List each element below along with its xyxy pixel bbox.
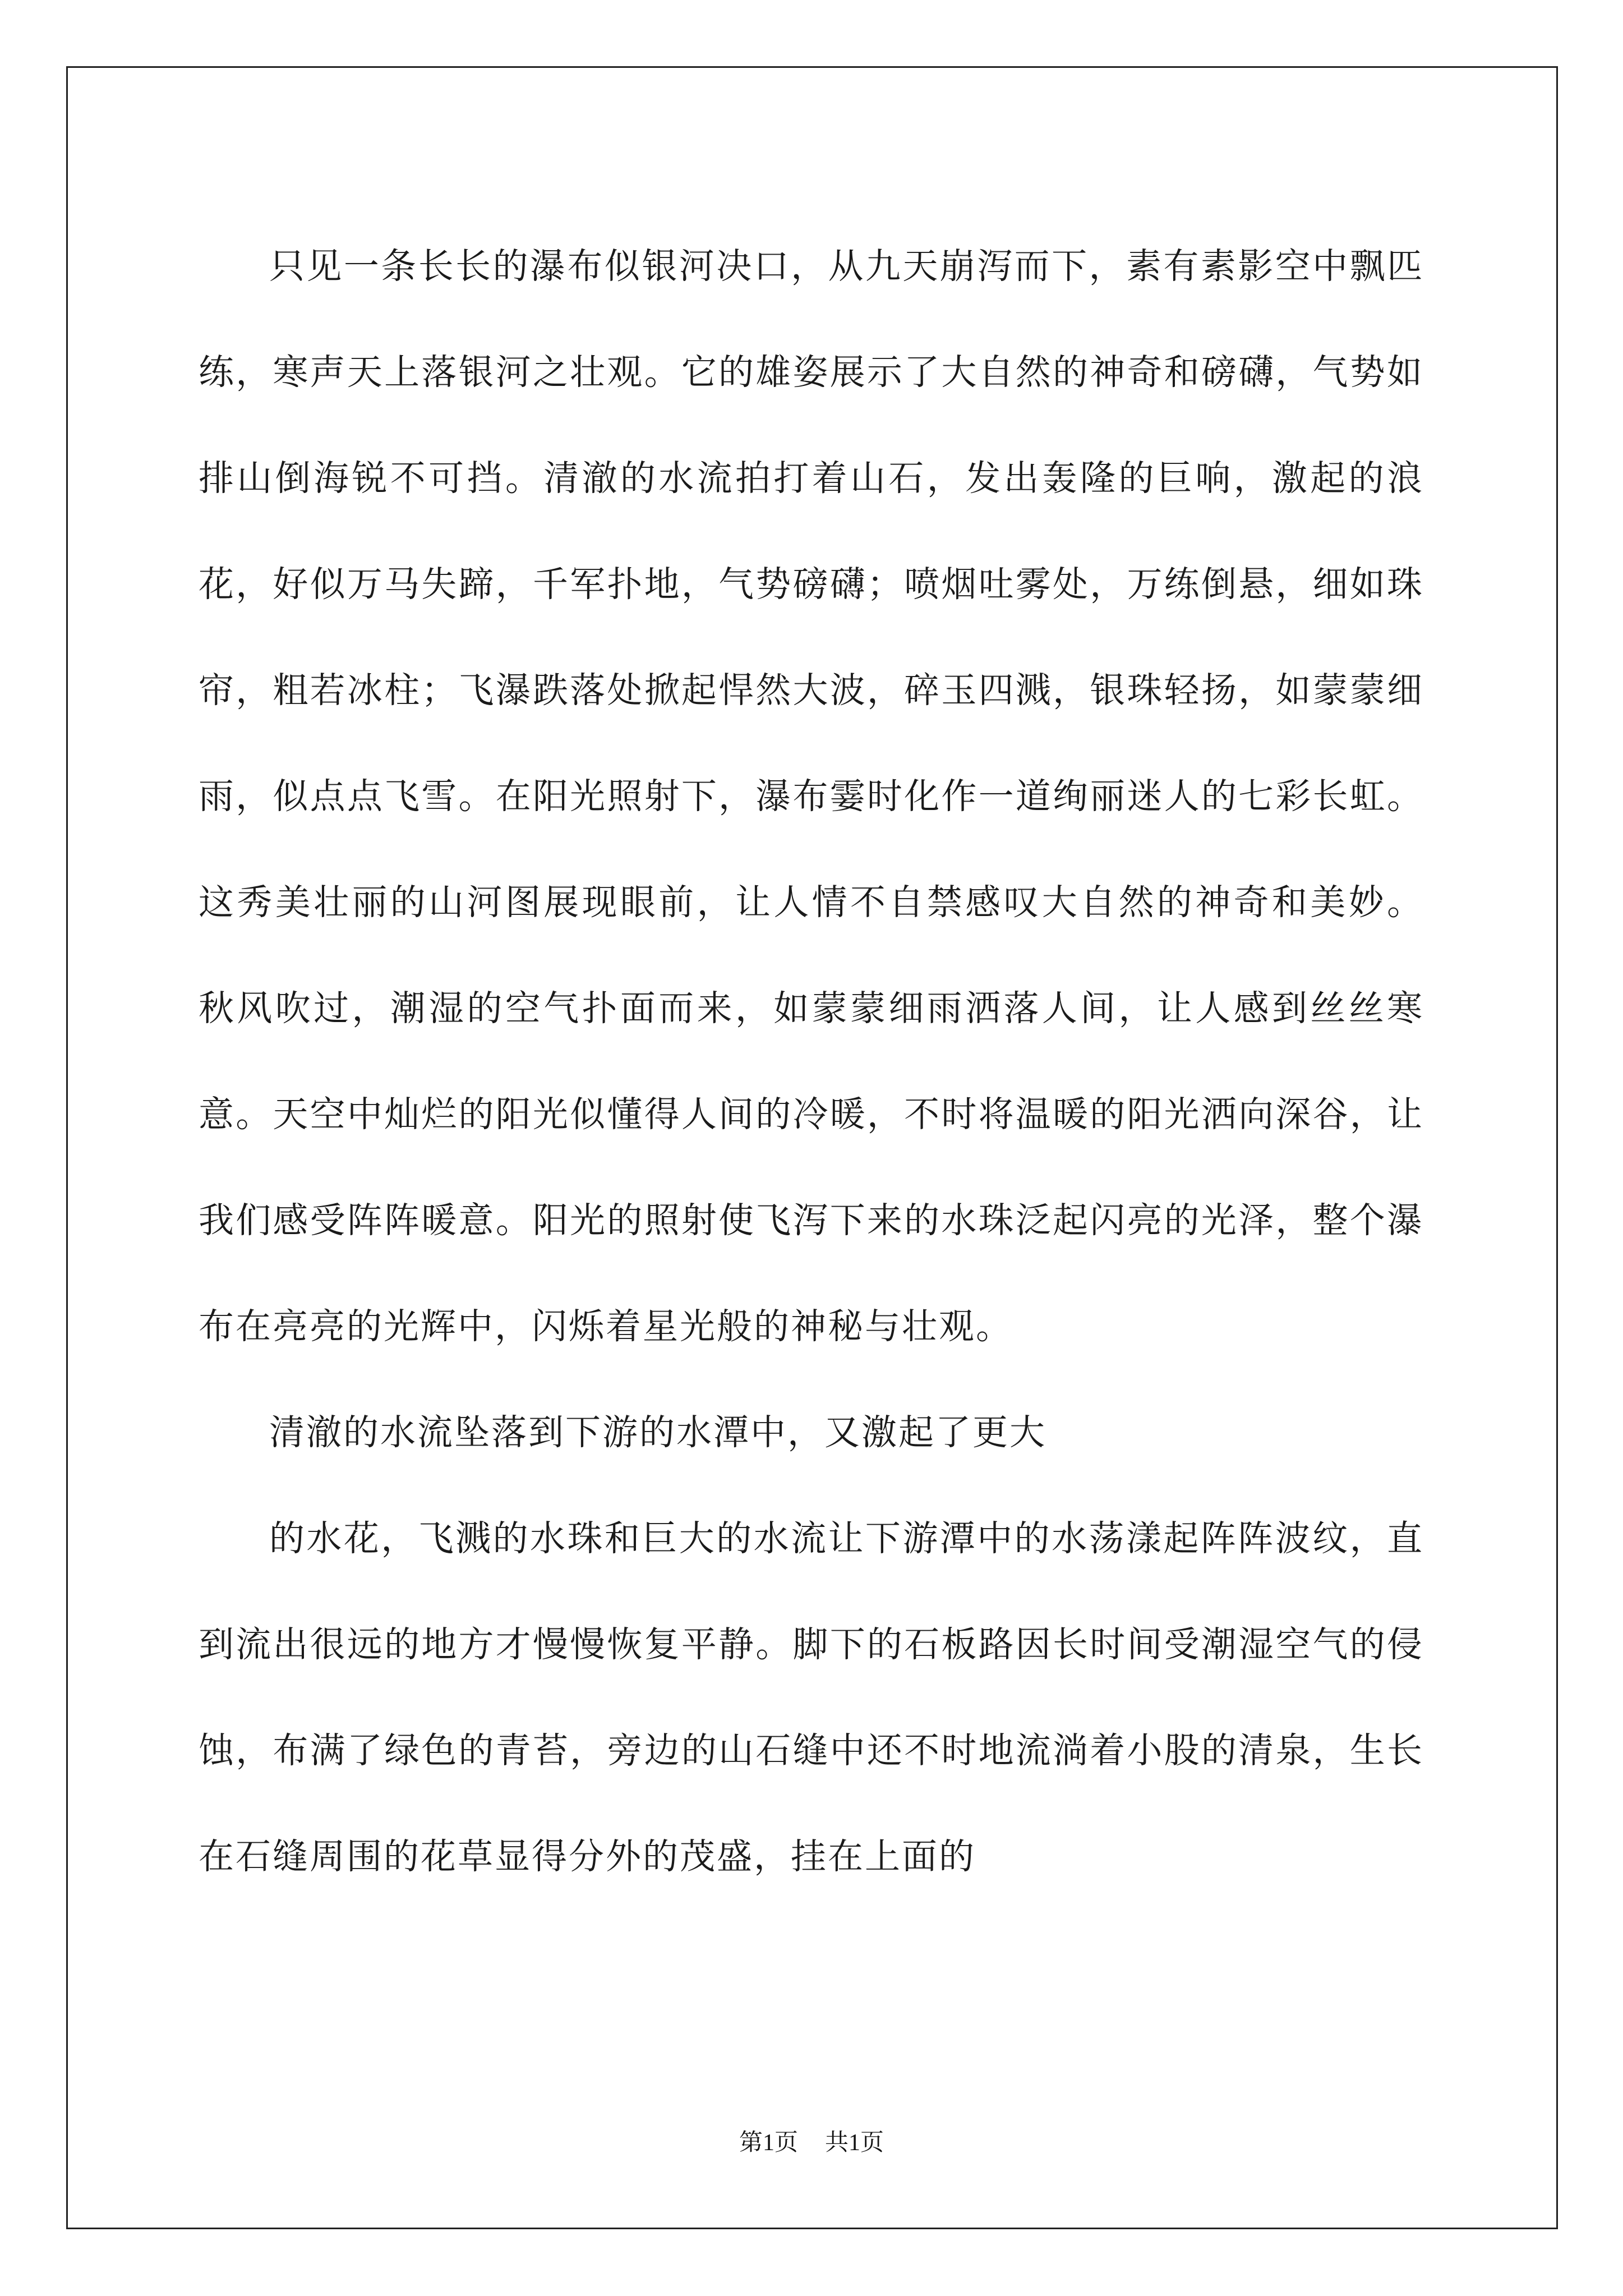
page-number: 第1页: [739, 2130, 798, 2156]
paragraph-pool: 清澈的水流坠落到下游的水潭中，又激起了更大: [269, 1412, 1046, 1453]
page-total: 共1页: [825, 2130, 884, 2156]
paragraph-waterfall: 只见一条长长的瀑布似银河决口，从九天崩泻而下，素有素影空中飘匹练，寒声天上落银河之壮观。它的雄姿展示了大自然的神奇和磅礴，气势如排山倒海锐不可挡。清澈的水流拍打着山石，发出轰隆的巨响，激起的浪花，好似万马失蹄，千军扑地，气势磅礴；喷烟吐雾处，万练倒悬，细如珠帘，粗若冰柱；飞瀑跌落处掀起悍然大波，碎玉四溅，银珠轻扬，如蒙蒙细雨，似点点飞雪。在阳光照射下，瀑布霎时化作一道绚丽迷人的七彩长虹。这秀美壮丽的山河图展现眼前，让人情不自禁感叹大自然的神奇和美妙。 秋风吹过，潮湿的空气扑面而来，如蒙蒙细雨洒落人间，让人感到丝丝寒意。天空中灿烂的阳光似懂得人间的冷暖，不时将温暖的阳光洒向深谷，让我们感受阵阵暖意。阳光的照射使飞泻下来的水珠泛起闪亮的光泽，整个瀑布在亮亮的光辉中，闪烁着星光般的神秘与壮观。: [199, 246, 1424, 1347]
document-body: [199, 213, 1424, 1910]
paragraph-path: 的水花，飞溅的水珠和巨大的水流让下游潭中的水荡漾起阵阵波纹，直到流出很远的地方才慢慢恢复平静。脚下的石板路因长时间受潮湿空气的侵蚀，布满了绿色的青苔，旁边的山石缝中还不时地流淌着小股的清泉，生长在石缝周围的花草显得分外的茂盛，挂在上面的: [199, 1518, 1424, 1877]
page-footer: [0, 2126, 1623, 2160]
